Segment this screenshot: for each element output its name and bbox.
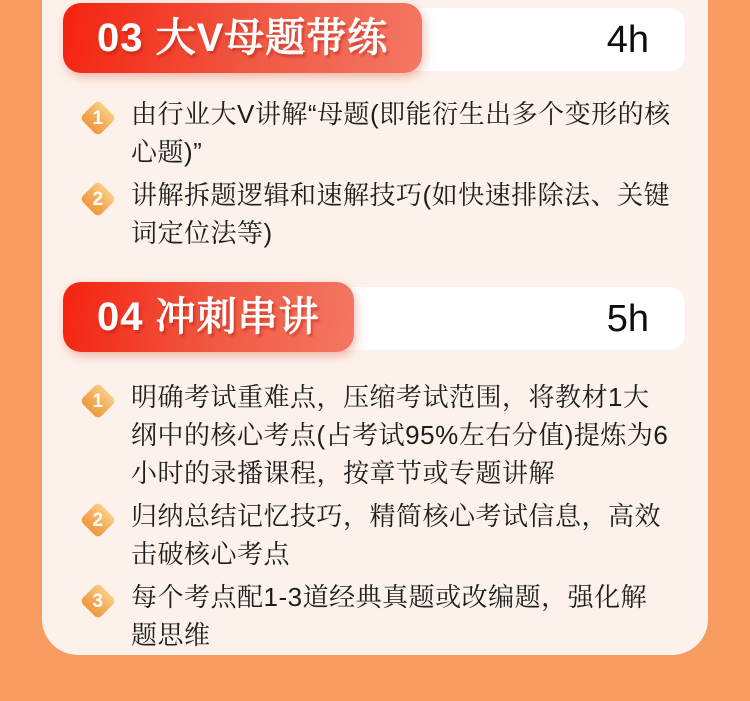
diamond-shape [80, 181, 117, 218]
bullet-number-diamond-icon [79, 382, 117, 420]
diamond-shape [80, 502, 117, 539]
section-03 [63, 3, 687, 252]
bullet-number: 1 [92, 107, 104, 129]
bullet-text: 明确考试重难点，压缩考试范围，将教材1大纲中的核心考点(占考试95%左右分值)提炼为6小时的录播课程，按章节或专题讲解 [131, 382, 669, 488]
diamond-shape [80, 583, 117, 620]
section-03-duration-label: 4h [606, 18, 649, 61]
list-item [79, 176, 687, 252]
bullet-number-diamond-icon [79, 501, 117, 539]
bullet-number: 2 [92, 509, 104, 531]
list-item [79, 378, 687, 492]
section-03-badge [63, 3, 422, 73]
section-04-duration-label: 5h [606, 297, 649, 340]
bullet-text: 每个考点配1-3道经典真题或改编题，强化解题思维 [131, 582, 648, 650]
diamond-shape [80, 383, 117, 420]
section-04-title: 04 冲刺串讲 [97, 295, 320, 339]
bullet-number-diamond-icon [79, 99, 117, 137]
list-item [79, 497, 687, 573]
bullet-text: 讲解拆题逻辑和速解技巧(如快速排除法、关键词定位法等) [131, 180, 671, 248]
bullet-number-diamond-icon [79, 180, 117, 218]
list-item [79, 578, 687, 654]
section-04-bullet-list [63, 378, 687, 654]
bullet-number-diamond-icon [79, 582, 117, 620]
section-04 [63, 282, 687, 654]
bullet-number: 1 [92, 390, 104, 412]
bullet-number: 2 [92, 188, 104, 210]
list-item [79, 95, 687, 171]
section-04-badge [63, 282, 354, 352]
bullet-text: 由行业大V讲解“母题(即能衍生出多个变形的核心题)” [131, 99, 671, 167]
section-03-title: 03 大V母题带练 [97, 16, 389, 60]
content-card [42, 0, 708, 655]
section-04-header [63, 282, 687, 354]
bullet-text: 归纳总结记忆技巧，精简核心考试信息，高效击破核心考点 [131, 501, 662, 569]
bullet-number: 3 [92, 590, 104, 612]
diamond-shape [80, 100, 117, 137]
section-03-bullet-list [63, 95, 687, 252]
section-03-header [63, 3, 687, 75]
